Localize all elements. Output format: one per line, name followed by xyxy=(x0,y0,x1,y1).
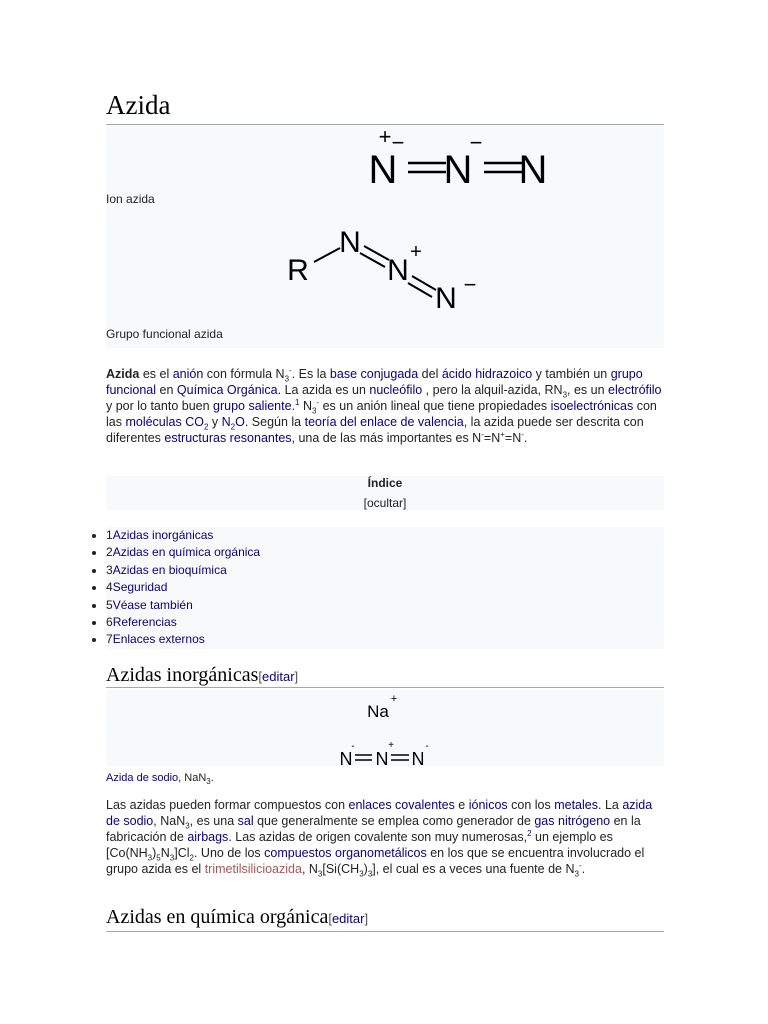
link-azida-de-sodio[interactable]: azida de sodio xyxy=(106,798,653,828)
toc-title: Índice xyxy=(367,476,403,490)
figure2-caption: Grupo funcional azida xyxy=(106,327,223,341)
toc-item[interactable]: • 3Azidas en bioquímica xyxy=(106,562,664,579)
toc-hide-toggle[interactable]: [ocultar] xyxy=(363,496,407,510)
atom-n-3: N xyxy=(518,148,548,192)
link-anion[interactable]: anión xyxy=(172,367,204,381)
section1-paragraph: Las azidas pueden formar compuestos con enlaces covalentes e iónicos con los metales. La azida de sodio, NaN$_3$, es una sal que generalmente se emplea como generador de gas nitrógeno en la fabricación de airbags. Las azidas de origen covalente son muy numerosas,$^2$ un ejemplo es $[Co(NH_3)_5N_3]Cl_2$. Uno de los compuestos organometálicos en los que se encuentra involucrado el grupo azida es el trimetilsilicioazida, $N_3[Si(CH_3)_3]$, el cual es a veces una fuente de $N_3^-$. xyxy=(106,798,653,879)
section-heading-quimica-organica: Azidas en química orgánica[editar] xyxy=(106,906,369,928)
link-azida-de-sodio-caption[interactable]: Azida de sodio xyxy=(106,772,179,784)
link-trimetilsilicioazida[interactable]: trimetilsilicioazida xyxy=(204,862,302,876)
svg-text:N: N xyxy=(375,749,389,769)
link-grupo-funcional[interactable]: grupo funcional xyxy=(106,367,643,397)
svg-text:+: + xyxy=(388,740,394,751)
link-compuestos-organometalicos[interactable]: compuestos organometálicos xyxy=(264,846,427,860)
link-electrofilo[interactable]: electrófilo xyxy=(608,383,662,397)
atom-n-c: N xyxy=(435,282,457,315)
charge-plus: + xyxy=(410,241,422,263)
toc-item[interactable]: • 7Enlaces externos xyxy=(106,631,664,648)
link-acido-hidrazoico[interactable]: ácido hidrazoico xyxy=(441,367,533,381)
link-moleculas[interactable]: moléculas $CO_2$ xyxy=(125,415,209,432)
link-enlaces-covalentes[interactable]: enlaces covalentes xyxy=(348,798,455,812)
sodium-azide-caption: Azida de sodio, NaN$_3$. xyxy=(106,772,214,787)
svg-text:Na: Na xyxy=(367,702,389,721)
charge-3: − xyxy=(469,130,483,155)
svg-text:+: + xyxy=(390,693,398,705)
charge-2: + xyxy=(378,126,392,149)
link-ionicos[interactable]: iónicos xyxy=(468,798,508,812)
link-base-conjugada[interactable]: base conjugada xyxy=(329,367,419,381)
link-grupo-saliente[interactable]: grupo saliente xyxy=(213,399,292,413)
toc-item[interactable]: • 1Azidas inorgánicas xyxy=(106,527,664,544)
intro-paragraph: Azida es el anión con fórmula $N_3^-$. Es la base conjugada del ácido hidrazoico y también un grupo funcional en Química Orgánica. La azida es un nucleófilo , pero la alquil-azida, $RN_3$, es un electrófilo y por lo tanto buen grupo saliente.$^1$ $N_3^-$ es un anión lineal que tiene propiedades isoelectrónicas con las moléculas $CO_2$ y $N_2O$. Según la teoría del enlace de valencia, la azida puede ser descrita con diferentes estructuras resonantes, una de las más importantes es N-=N+=N-. xyxy=(106,365,662,445)
link-quimica-organica[interactable]: Química Orgánica xyxy=(176,383,278,397)
atom-n-1: N xyxy=(368,148,398,192)
sodium-azide-structure xyxy=(106,690,664,770)
svg-text:-: - xyxy=(425,741,429,752)
bold-term: Azida xyxy=(106,367,140,381)
atom-n-2: N xyxy=(443,148,473,192)
edit-link[interactable]: editar xyxy=(262,669,295,684)
charge-minus: − xyxy=(463,272,477,297)
edit-link[interactable]: editar xyxy=(331,911,365,926)
figure1-caption: Ion azida xyxy=(106,192,155,206)
atom-n-a: N xyxy=(339,226,361,259)
page-title: Azida xyxy=(106,90,171,120)
toc-item[interactable]: • 5Véase también xyxy=(106,597,664,614)
atom-n-b: N xyxy=(387,254,409,287)
link-sal[interactable]: sal xyxy=(237,814,254,828)
link-metales[interactable]: metales xyxy=(554,798,598,812)
section-heading-inorganicas: Azidas inorgánicas[editar] xyxy=(106,664,299,686)
link-n2o[interactable]: $N_2O$ xyxy=(221,415,245,432)
link-airbags[interactable]: airbags xyxy=(187,830,229,844)
toc-item[interactable]: • 4Seguridad xyxy=(106,579,664,596)
svg-text:N: N xyxy=(339,749,353,769)
toc-list xyxy=(86,527,664,649)
azide-ion-structure xyxy=(106,126,664,196)
link-isoelectronicas[interactable]: isoelectrónicas xyxy=(550,399,634,413)
link-nucleofilo[interactable]: nucleófilo xyxy=(369,383,423,397)
section-rule xyxy=(106,931,664,932)
svg-text:N: N xyxy=(411,749,425,769)
link-estructuras-resonantes[interactable]: estructuras resonantes xyxy=(164,431,292,445)
atom-r: R xyxy=(287,254,309,287)
reference-2[interactable]: 2 xyxy=(527,828,532,838)
title-rule xyxy=(106,124,664,125)
charge-1: − xyxy=(391,130,405,155)
azide-functional-group-structure xyxy=(106,220,664,320)
toc-item[interactable]: • 2Azidas en química orgánica xyxy=(106,544,664,561)
reference-1[interactable]: 1 xyxy=(295,397,300,407)
section-rule xyxy=(106,687,664,688)
link-teoria-enlace-valencia[interactable]: teoría del enlace de valencia xyxy=(304,415,464,429)
link-gas-nitrogeno[interactable]: gas nitrógeno xyxy=(534,814,611,828)
svg-text:-: - xyxy=(351,741,355,752)
toc-item[interactable]: • 6Referencias xyxy=(106,614,664,631)
